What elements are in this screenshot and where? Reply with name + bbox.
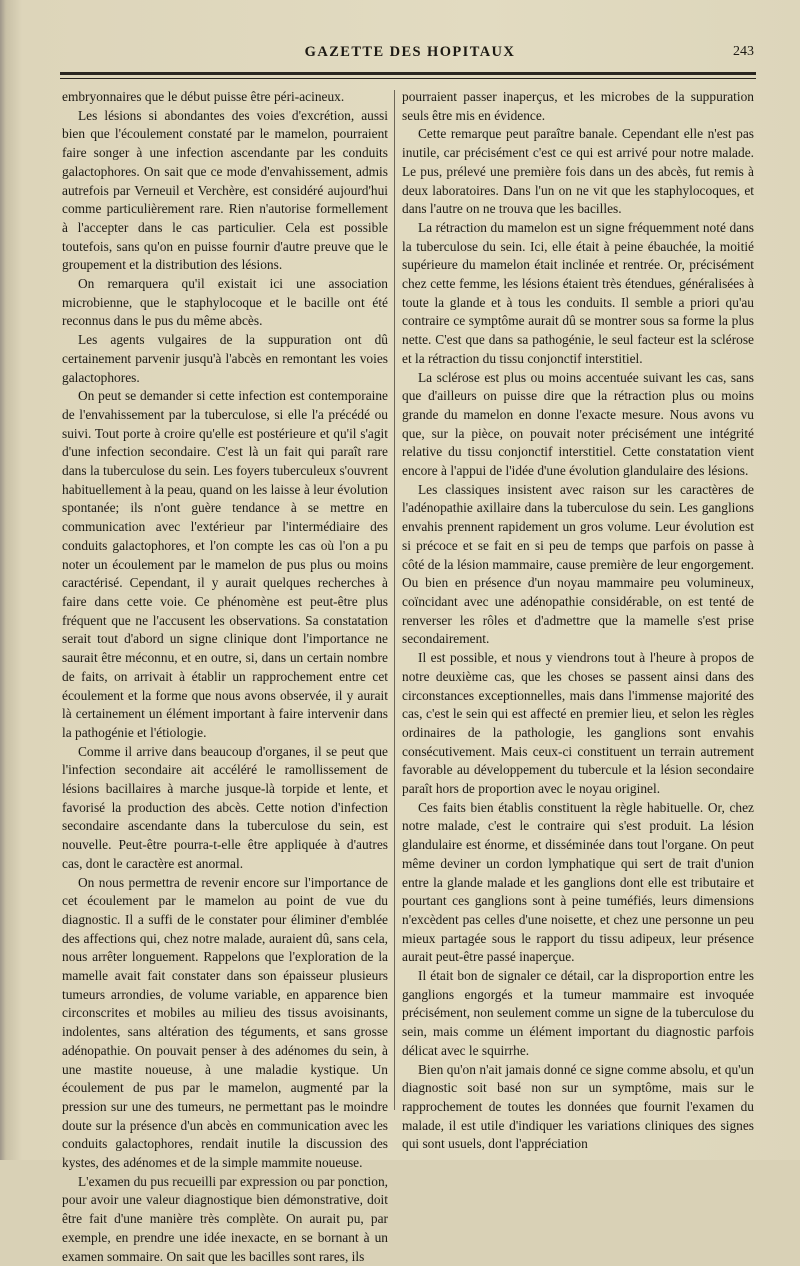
column-divider	[394, 90, 395, 1110]
header-rule-thin	[60, 78, 756, 79]
left-column	[62, 88, 388, 1264]
paragraph: Ces faits bien établis constituent la règle habituelle. Or, chez notre malade, c'est le contraire qui s'est produit. La lésion glandulaire est énorme, et disséminée dans tout l'organe. On peut même deviner un cordon lymphatique qui sert de trait d'union entre la glande malade et les ganglions dont elle est tributaire et pourtant ces ganglions sont à peine tuméfiés, leurs dimensions n'excèdent pas celles d'une noisette, et chez une personne un peu mieux partagée sous le rapport du tissu adipeux, leur présence aurait peut-être passé inaperçue.	[402, 799, 754, 965]
paragraph: Il était bon de signaler ce détail, car la disproportion entre les ganglions engorgés et la tumeur mammaire est invoquée précisément, non seulement comme un signe de la tuberculose du sein, mais comme un élément important du diagnostic parfois délicat avec le squirrhe.	[402, 968, 754, 1058]
page-number: 243	[733, 44, 754, 59]
paragraph: On remarquera qu'il existait ici une association microbienne, que le staphylocoque et le bacille ont été reconnus dans le pus du même abcès.	[62, 276, 388, 329]
paragraph: embryonnaires que le début puisse être péri-acineux.	[62, 89, 345, 104]
paragraph: L'examen du pus recueilli par expression ou par ponction, pour avoir une valeur diagnostique bien démonstrative, doit être fait d'une manière très complète. On aurait pu, par exemple, en prendre une idée inexacte, en se bornant à un examen sommaire. On sait que les bacilles sont rares, ils	[62, 1173, 388, 1264]
header-rule-thick	[60, 72, 756, 75]
paragraph: On nous permettra de revenir encore sur l'importance de cet écoulement par le mamelon au point de vue du diagnostic. Il a suffi de le constater pour éliminer d'emblée des affections qui, chez notre malade, auraient dû, sans cela, nous arrêter longuement. Rappelons que l'exploration de la mamelle avait fait constater dans son épaisseur plusieurs tumeurs arrondies, de volume variable, en apparence bien circonscrites et mobiles au milieu des tissus avoisinants, indolentes, sans altération des téguments, et sans grosse adénopathie. On pouvait penser à des adénomes du sein, à une mastite noueuse, à une maladie kystique. Un écoulement de pus par le mamelon, augmenté par la pression sur une des tumeurs, ne permettant pas le moindre doute sur la présence d'un abcès en communication avec les conduits galactophores, rendait inutile la discussion des kystes, des adénomes et de la simple mammite noueuse.	[62, 874, 388, 1171]
paragraph: Il est possible, et nous y viendrons tout à l'heure à propos de notre deuxième cas, que les choses se passent ainsi dans des circonstances exceptionnelles, mais dans l'immense majorité des cas, c'est le sein qui est affecté en premier lieu, et selon les règles ordinaires de la pathologie, les ganglions sont envahis consécutivement. Mais ceux-ci constituent un terrain autrement favorable au développement du tubercule et la lésion secondaire paraît hors de proportion avec le noyau originel.	[402, 650, 754, 797]
running-title: GAZETTE DES HOPITAUX	[304, 44, 516, 60]
page-header	[60, 44, 760, 70]
paragraph: Les lésions si abondantes des voies d'excrétion, aussi bien que l'écoulement constaté par le mamelon, pourraient faire songer à une infection ascendante par les conduits galactophores. On sait que ce mode d'envahissement, admis autrefois par Verneuil et Verchère, est considéré aujourd'hui comme particulièrement rare. Rien n'autorise formellement à l'accepter dans le cas particulier. Cela est possible toutefois, sans qu'on en puisse fournir d'autre preuve que le groupement et la distribution des lésions.	[62, 107, 388, 273]
paragraph: Cette remarque peut paraître banale. Cependant elle n'est pas inutile, car précisément c'est ce qui est arrivé pour notre malade. Le pus, prélevé une première fois dans un des abcès, fut remis à deux laboratoires. Dans l'un on ne vit que les staphylocoques, et dans l'autre on ne trouva que les bacilles.	[402, 126, 754, 217]
paragraph: La rétraction du mamelon est un signe fréquemment noté dans la tuberculose du sein. Ici, elle était à peine ébauchée, la moitié supérieure du mamelon était inclinée et rentrée. Or, précisément chez cette femme, les lésions étaient très étendues, généralisées à toute la glande et à tous les conduits. Il semble a priori qu'au contraire ce symptôme aurait dû se montrer sous sa forme la plus nette. C'est que dans sa pathogénie, le seul facteur est la sclérose et la rétraction du tissu conjonctif interstitiel.	[402, 219, 754, 366]
paragraph: pourraient passer inaperçus, et les microbes de la suppuration seuls être mis en évidence.	[402, 89, 754, 123]
paragraph: Les agents vulgaires de la suppuration ont dû certainement parvenir jusqu'à l'abcès en remontant les voies galactophores.	[62, 332, 388, 385]
paragraph: On peut se demander si cette infection est contemporaine de l'envahissement par la tuberculose, si elle l'a précédé ou suivi. Tout porte à croire qu'elle est postérieure et qu'il s'agit d'une infection secondaire. C'est là un fait qui paraît rare dans la tuberculose du sein. Les foyers tuberculeux s'ouvrent habituellement à la peau, quand on les laisse à leur évolution spontanée; ils n'ont guère tendance à se mettre en communication avec l'extérieur par l'intermédiaire des conduits galactophores, et l'on compte les cas où l'on a pu noter un écoulement par le mamelon de pus plus ou moins caractérisé. Cependant, il y aurait quelques recherches à faire dans cette voie. Ce phénomène est peut-être plus fréquent que ne l'accusent les observations. Sa constatation serait tout d'abord un signe clinique dont l'importance ne saurait être méconnu, et en outre, si, dans un certain nombre de faits, on arrivait à établir un rapprochement entre cet écoulement et la forme que nous avons observée, il y aurait là certainement un élément important à faire intervenir dans la pathogénie et l'étiologie.	[62, 388, 388, 740]
right-column	[402, 88, 754, 1152]
paragraph: La sclérose est plus ou moins accentuée suivant les cas, sans que d'ailleurs on puisse dire que la rétraction plus ou moins grande du mamelon en donne l'exacte mesure. Nous avons vu que, sur la pièce, on pouvait noter précisément une intégrité relative du tissu conjonctif interstitiel. Cette constatation vient encore à l'appui de l'idée d'une évolution glandulaire des lésions.	[402, 369, 754, 479]
paragraph: Les classiques insistent avec raison sur les caractères de l'adénopathie axillaire dans la tuberculose du sein. Les ganglions envahis prennent rapidement un gros volume. Leur évolution est si précoce et se fait en si peu de temps que parfois on passe à côté de la lésion mammaire, cause première de leur engorgement. Ou bien en présence d'un noyau mammaire peu volumineux, coïncidant avec une adénopathie considérable, on est tenté de renverser les rôles et d'admettre que la mamelle s'est prise secondairement.	[402, 481, 754, 647]
paragraph: Comme il arrive dans beaucoup d'organes, il se peut que l'infection secondaire ait accéléré le ramollissement de lésions bacillaires à marche jusque-là torpide et lente, et favorisé la production des abcès. Cette notion d'infection secondaire ascendante dans la tuberculose du sein, est nouvelle. Peut-être pourra-t-elle être appliquée à d'autres cas, dont le caractère est anormal.	[62, 743, 388, 871]
paragraph: Bien qu'on n'ait jamais donné ce signe comme absolu, et qu'un diagnostic soit basé non sur un symptôme, mais sur le rapprochement de toutes les données que fournit l'examen du malade, il est utile d'indiquer les variations cliniques des signes qui sont usuels, dont l'appréciation	[402, 1061, 754, 1152]
